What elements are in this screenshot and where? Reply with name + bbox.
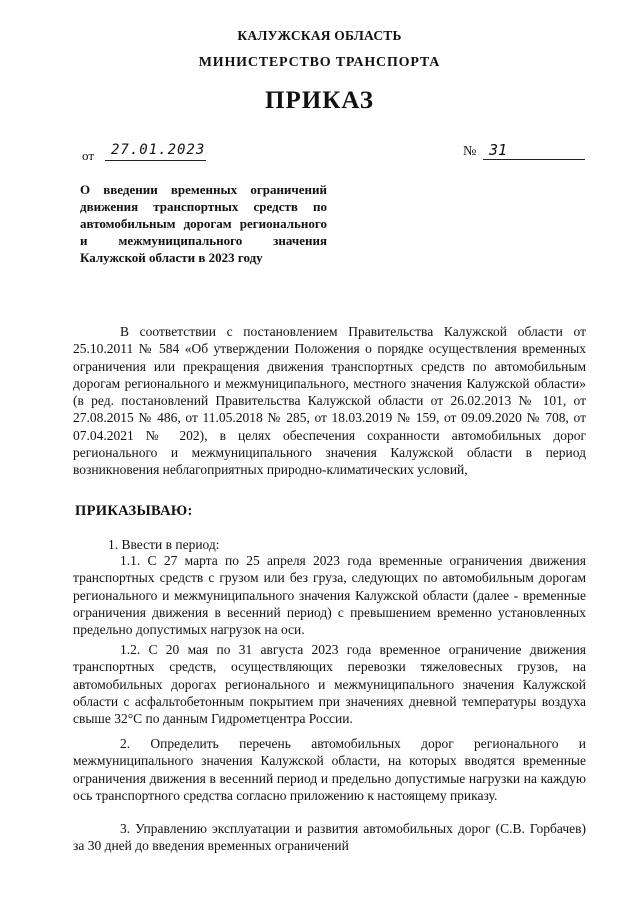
order-directive-heading: ПРИКАЗЫВАЮ:: [75, 503, 193, 519]
number-value: 31: [483, 141, 585, 160]
ministry-heading: МИНИСТЕРСТВО ТРАНСПОРТА: [198, 55, 441, 70]
document-type-title: ПРИКАЗ: [265, 87, 374, 114]
item-2: 2. Определить перечень автомобильных дорог регионального и межмуниципального значения Калужской области, на которых вводятся временные ограничения движения в весенний период и предельно допустимые нагрузки на каждую ось транспортного средства согласно приложению к настоящему приказу.: [73, 736, 586, 803]
number-label: №: [463, 144, 477, 159]
item-1-1: 1.1. С 27 марта по 25 апреля 2023 года временные ограничения движения транспортных средств с грузом или без груза, следующих по автомобильным дорогам регионального и межмуниципального значения Калужской области (далее - временные ограничения движения в весенний период) с превышением временно установленных предельно допустимых нагрузок на оси.: [73, 553, 586, 638]
item-3: 3. Управлению эксплуатации и развития автомобильных дорог (С.В. Горбачев) за 30 дней до введения временных ограничений: [73, 821, 586, 854]
date-value: 27.01.2023: [105, 142, 206, 161]
item-1-2: 1.2. С 20 мая по 31 августа 2023 года временное ограничение движения транспортных средств, осуществляющих перевозки тяжеловесных грузов, на автомобильных дорогах регионального и межмуниципального значения Калужской области с асфальтобетонным покрытием при значениях дневной температуры воздуха свыше 32°С по данным Гидрометцентра России.: [73, 642, 586, 727]
order-subject: О введении временных ограничений движения транспортных средств по автомобильным дорогам регионального и межмуниципального значения Калужской области в 2023 году: [80, 182, 327, 265]
date-label: от: [82, 148, 95, 163]
item-1: 1. Ввести в период:: [108, 537, 220, 552]
preamble-paragraph: В соответствии с постановлением Правительства Калужской области от 25.10.2011 № 584 «Об утверждении Положения о порядке осуществления временных ограничения или прекращения движения транспортных средств по автомобильным дорогам регионального и межмуниципального, местного значения Калужской области» (в ред. постановлений Правительства Калужской области от 26.02.2013 № 101, от 27.08.2015 № 486, от 11.05.2018 № 285, от 18.03.2019 № 159, от 09.09.2020 № 708, от 07.04.2021 № 202), в целях обеспечения сохранности автомобильных дорог регионального и межмуниципального значения Калужской области в период возникновения неблагоприятных природно-климатических условий,: [73, 324, 586, 478]
region-heading: КАЛУЖСКАЯ ОБЛАСТЬ: [237, 28, 402, 43]
